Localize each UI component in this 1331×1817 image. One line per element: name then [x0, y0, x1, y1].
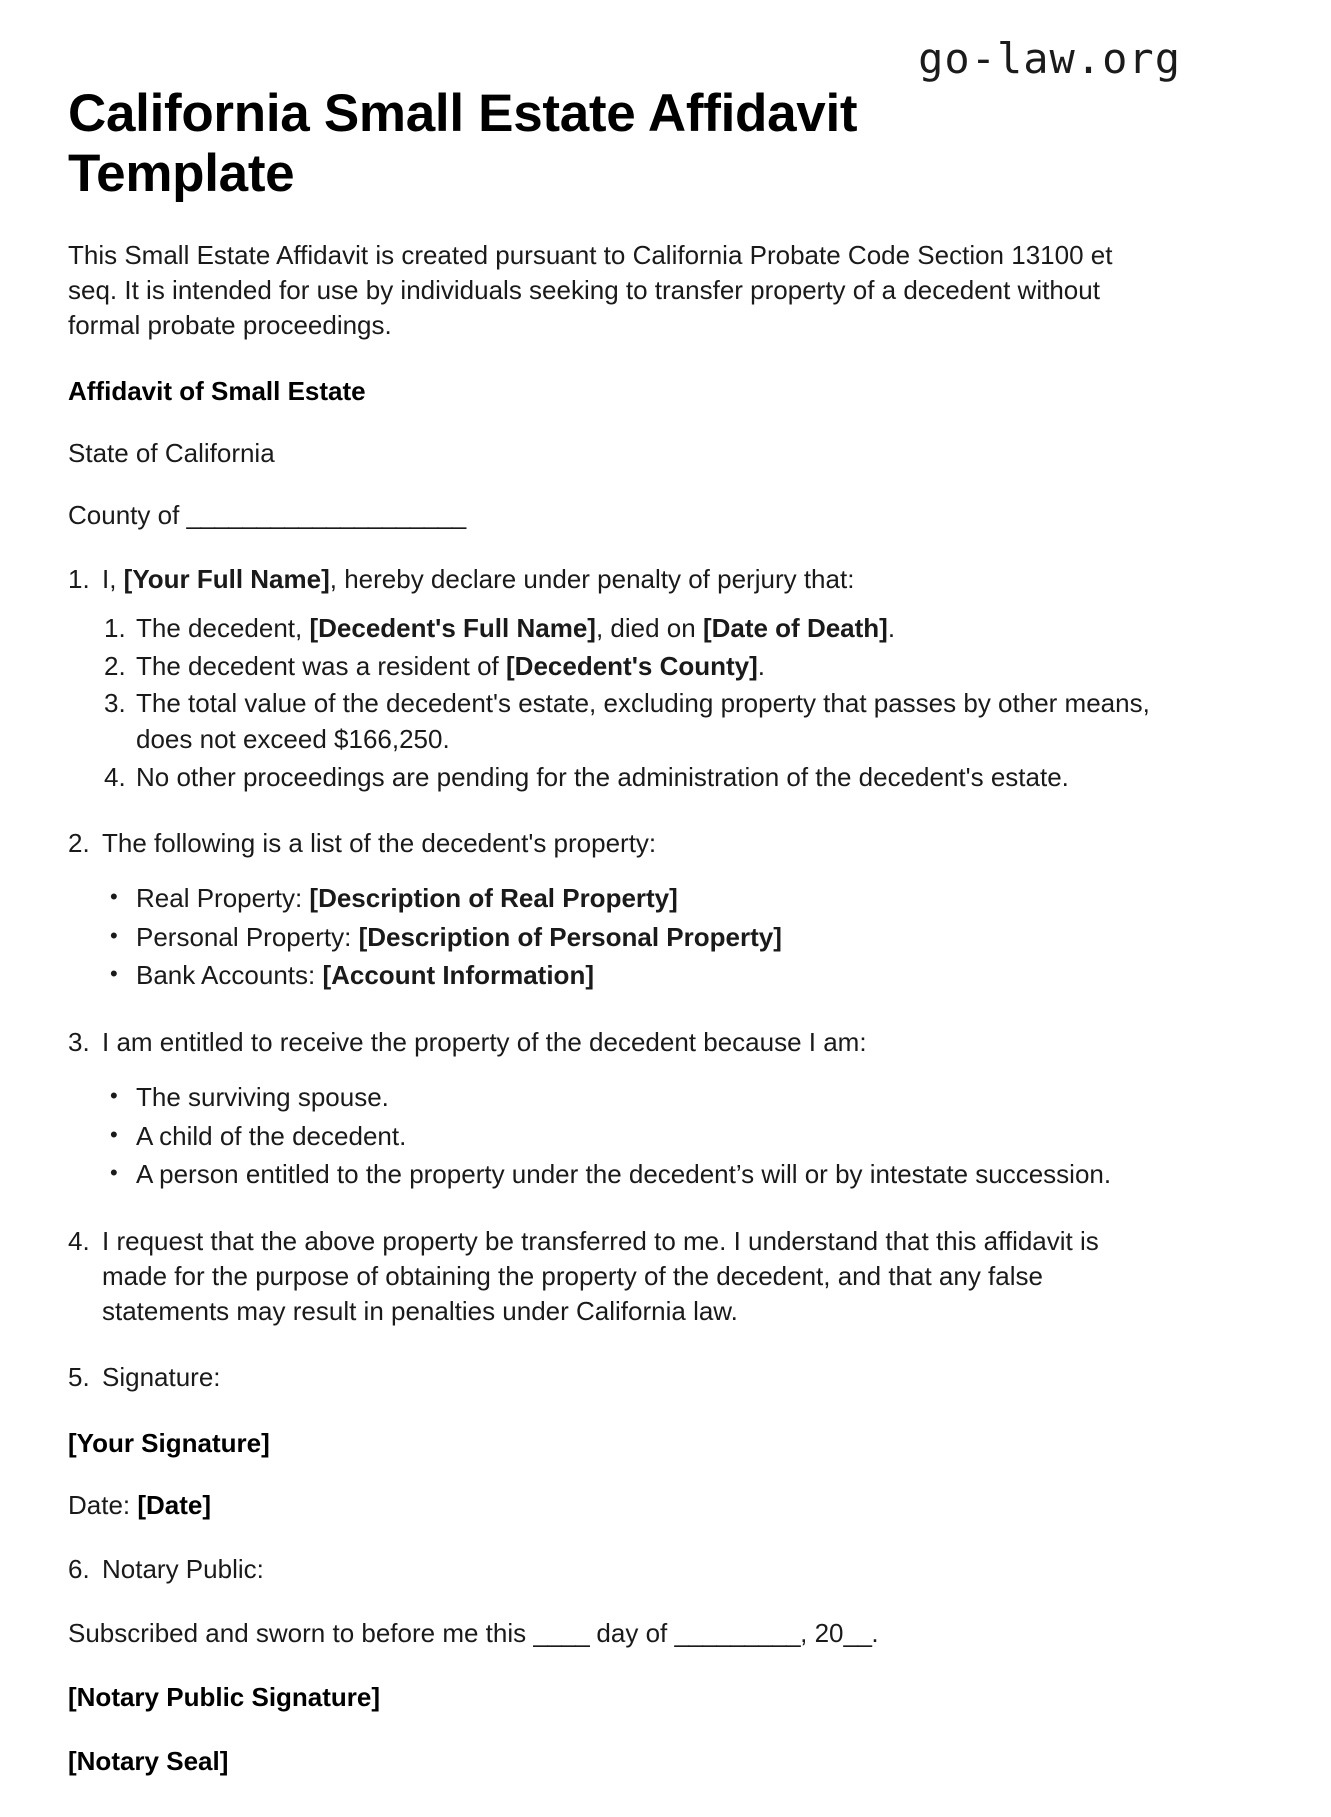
- site-watermark: go-law.org: [918, 34, 1181, 83]
- sworn-end-text: .: [871, 1618, 879, 1649]
- date-label: Date:: [68, 1490, 138, 1521]
- date-line: [68, 1490, 1171, 1521]
- list-item: [110, 1157, 1171, 1193]
- clause-6: [68, 1552, 1171, 1587]
- county-label: County of: [68, 500, 187, 531]
- clause-2: [68, 826, 1171, 861]
- list-item-fragment: .: [887, 613, 896, 644]
- list-item-placeholder: [Account Information]: [322, 960, 594, 991]
- list-item-text: [136, 649, 1156, 685]
- county-blank: ____________________: [186, 500, 466, 531]
- clause-6-marker: 6.: [68, 1554, 90, 1585]
- list-item-marker: 4.: [104, 761, 126, 792]
- notary-seal-placeholder: [Notary Seal]: [68, 1746, 229, 1777]
- clause-2-marker: 2.: [68, 828, 90, 859]
- clause-1-marker: 1.: [68, 564, 90, 595]
- list-item-fragment: The decedent was a resident of: [136, 650, 507, 681]
- bullet-icon: •: [110, 1121, 118, 1147]
- list-item-text: [136, 760, 1156, 796]
- sworn-year-blank: __: [843, 1618, 872, 1649]
- list-item-label: Bank Accounts:: [136, 960, 323, 991]
- sworn-after-text: , 20: [800, 1618, 844, 1649]
- list-item-text: [136, 958, 1156, 994]
- state-line: State of California: [68, 438, 275, 469]
- list-item-text: A child of the decedent.: [136, 1120, 407, 1151]
- clause-1: [68, 562, 1171, 597]
- sworn-day-blank: ____: [533, 1618, 590, 1649]
- list-item: [110, 1080, 1171, 1116]
- clause-4: [68, 1224, 1171, 1329]
- sworn-statement: [68, 1618, 1171, 1649]
- list-item-fragment: .: [757, 650, 766, 681]
- clause-5-body: Signature:: [102, 1362, 221, 1393]
- clause-5: [68, 1360, 1171, 1395]
- entitlement-bullet-list: [68, 1080, 1171, 1193]
- clause-3-marker: 3.: [68, 1027, 90, 1058]
- list-item-placeholder: [Decedent's Full Name]: [309, 613, 596, 644]
- list-item-fragment: The decedent,: [136, 613, 310, 644]
- list-item-placeholder: [Decedent's County]: [506, 650, 758, 681]
- list-item-marker: 2.: [104, 650, 126, 681]
- clause-1-suffix: , hereby declare under penalty of perjury that:: [329, 564, 855, 595]
- list-item-text: [136, 686, 1156, 757]
- list-item-placeholder: [Description of Real Property]: [309, 883, 678, 914]
- list-item: [104, 760, 1171, 796]
- list-item-text: [136, 881, 1156, 917]
- clause-4-marker: 4.: [68, 1226, 90, 1257]
- list-item-label: Personal Property:: [136, 921, 359, 952]
- date-placeholder: [Date]: [137, 1490, 212, 1521]
- clause-6-body: Notary Public:: [102, 1554, 264, 1585]
- list-item: [104, 686, 1171, 757]
- clause-2-body: The following is a list of the decedent's property:: [102, 828, 657, 859]
- list-item: [110, 1119, 1171, 1155]
- bullet-icon: •: [110, 1160, 118, 1186]
- page-title: California Small Estate Affidavit Template: [68, 84, 858, 203]
- list-item: [110, 958, 1171, 994]
- clause-5-marker: 5.: [68, 1362, 90, 1393]
- bullet-icon: •: [110, 884, 118, 910]
- clause-3-body: I am entitled to receive the property of the decedent because I am:: [102, 1027, 867, 1058]
- list-item-placeholder: [Description of Personal Property]: [358, 921, 782, 952]
- list-item-text: [136, 611, 1156, 647]
- intro-paragraph: This Small Estate Affidavit is created pursuant to California Probate Code Section 13100 et seq. It is intended for use by individuals seeking to transfer property of a decedent without formal probate proceedings.: [68, 239, 1113, 340]
- clause-1-sublist: [68, 611, 1171, 795]
- list-item-text: The surviving spouse.: [136, 1082, 389, 1113]
- clause-1-prefix: I,: [102, 564, 124, 595]
- clause-1-body: [102, 562, 1162, 597]
- clause-4-body: I request that the above property be transferred to me. I understand that this affidavit is made for the purpose of obtaining the property of the decedent, and that any false statements may result in penalties under California law.: [102, 1226, 1099, 1327]
- list-item-label: Real Property:: [136, 883, 310, 914]
- list-item-fragment: , died on: [595, 613, 703, 644]
- list-item: [110, 881, 1171, 917]
- sworn-before-text: Subscribed and sworn to before me this: [68, 1618, 534, 1649]
- clause-1-placeholder: [Your Full Name]: [123, 564, 330, 595]
- list-item-placeholder: [Date of Death]: [702, 613, 888, 644]
- list-item-fragment: The total value of the decedent's estate, excluding property that passes by other means, does not exceed $166,250.: [136, 688, 1150, 754]
- property-bullet-list: [68, 881, 1171, 994]
- list-item: [104, 611, 1171, 647]
- list-item-text: A person entitled to the property under the decedent’s will or by intestate succession.: [136, 1159, 1112, 1190]
- list-item: [110, 920, 1171, 956]
- bullet-icon: •: [110, 1083, 118, 1109]
- bullet-icon: •: [110, 922, 118, 948]
- list-item-marker: 3.: [104, 688, 126, 719]
- sworn-middle-text: day of: [589, 1618, 675, 1649]
- bullet-icon: •: [110, 961, 118, 987]
- signature-placeholder: [Your Signature]: [68, 1428, 270, 1459]
- notary-signature-placeholder: [Notary Public Signature]: [68, 1682, 381, 1713]
- list-item: [104, 649, 1171, 685]
- clause-3: [68, 1025, 1171, 1060]
- affidavit-heading: Affidavit of Small Estate: [68, 376, 366, 407]
- list-item-text: [136, 920, 1156, 956]
- county-line: [68, 500, 1171, 531]
- list-item-marker: 1.: [104, 613, 126, 644]
- sworn-month-blank: _________: [674, 1618, 801, 1649]
- list-item-fragment: No other proceedings are pending for the administration of the decedent's estate.: [136, 761, 1069, 792]
